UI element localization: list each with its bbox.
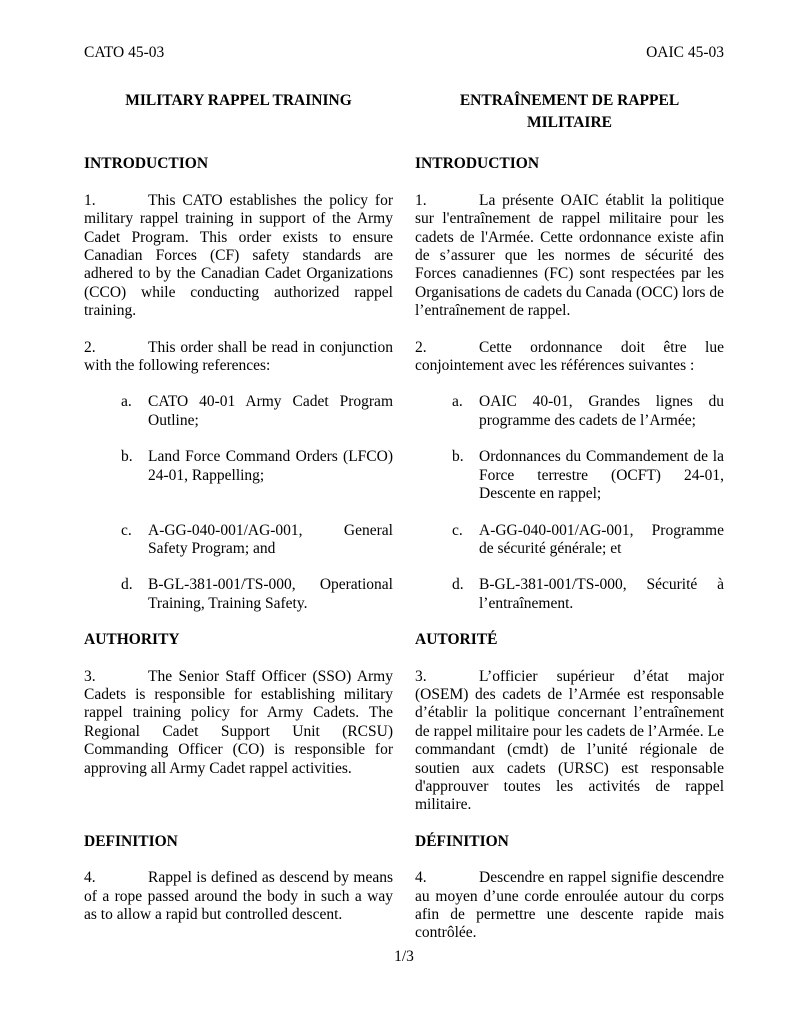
list-item-d-en xyxy=(84,576,393,613)
item-text: Land Force Command Orders (LFCO) 24-01, Rappelling; xyxy=(148,448,393,484)
para-3-fr xyxy=(415,668,724,815)
para-text: Descendre en rappel signifie descendre au moyen d’une corde enroulée autour du corps afin de permettre une descente rapide mais contrôlée. xyxy=(415,869,724,942)
doc-ref-left: CATO 45-03 xyxy=(84,44,165,61)
para-3-en xyxy=(84,668,393,815)
heading-introduction-en: INTRODUCTION xyxy=(84,155,209,173)
list-item-c-en xyxy=(84,522,393,559)
page-content xyxy=(84,44,724,943)
para-number: 3. xyxy=(84,667,96,685)
list-item-c-fr xyxy=(415,522,724,559)
item-text: A-GG-040-001/AG-001, Programme de sécurité générale; et xyxy=(479,521,724,557)
page-header xyxy=(84,44,724,62)
item-marker: d. xyxy=(452,576,464,594)
para-text: L’officier supérieur d’état major (OSEM) des cadets de l’Armée est responsable d’établir la politique concernant l’entraînement de rappel militaire pour les cadets de l’Armée. Le commandant (cmdt) de l’unité régionale de soutien aux cadets (URSC) est responsable d'approuver toutes les activités de rappel militaire. xyxy=(415,667,724,814)
item-marker: c. xyxy=(121,521,132,539)
list-item-b-en xyxy=(84,448,393,503)
list-item-d-fr xyxy=(415,576,724,613)
para-number: 4. xyxy=(415,869,427,887)
item-text: B-GL-381-001/TS-000, Operational Training, Training Safety. xyxy=(148,576,393,612)
para-1-fr xyxy=(415,192,724,321)
bilingual-columns xyxy=(84,90,724,942)
item-marker: a. xyxy=(121,393,132,411)
para-1-en xyxy=(84,192,393,321)
para-2-en xyxy=(84,339,393,376)
para-4-en xyxy=(84,869,393,943)
doc-title-fr: ENTRAÎNEMENT DE RAPPEL MILITAIRE xyxy=(459,92,680,131)
doc-title-en: MILITARY RAPPEL TRAINING xyxy=(125,92,352,110)
heading-authority-fr: AUTORITÉ xyxy=(415,631,498,649)
para-number: 2. xyxy=(415,338,427,356)
para-number: 3. xyxy=(415,667,427,685)
list-item-a-fr xyxy=(415,393,724,430)
item-marker: b. xyxy=(121,448,133,466)
item-text: OAIC 40-01, Grandes lignes du programme des cadets de l’Armée; xyxy=(479,393,724,429)
para-text: Cette ordonnance doit être lue conjointement avec les références suivantes : xyxy=(415,338,724,375)
item-text: B-GL-381-001/TS-000, Sécurité à l’entraînement. xyxy=(479,576,724,612)
doc-ref-right: OAIC 45-03 xyxy=(646,44,724,61)
heading-definition-en: DEFINITION xyxy=(84,832,178,850)
item-text: A-GG-040-001/AG-001, General Safety Program; and xyxy=(148,521,393,557)
item-marker: a. xyxy=(452,393,463,411)
heading-authority-en: AUTHORITY xyxy=(84,631,180,649)
para-number: 1. xyxy=(415,191,427,209)
para-number: 1. xyxy=(84,191,96,209)
item-text: Ordonnances du Commandement de la Force terrestre (OCFT) 24-01, Descente en rappel; xyxy=(479,448,724,503)
page-number: 1/3 xyxy=(394,948,414,965)
page-footer xyxy=(84,948,724,966)
para-text: This order shall be read in conjunction with the following references: xyxy=(84,338,393,375)
para-text: La présente OAIC établit la politique sur l'entraînement de rappel militaire pour les cadets de l'Armée. Cette ordonnance existe afin de s’assurer que les normes de sécurité des Forces canadiennes (FC) sont respectées par les Organisations de cadets du Canada (OCC) lors de l’entraînement de rappel. xyxy=(415,191,724,320)
para-4-fr xyxy=(415,869,724,943)
item-marker: c. xyxy=(452,521,463,539)
heading-introduction-fr: INTRODUCTION xyxy=(415,155,540,173)
heading-definition-fr: DÉFINITION xyxy=(415,832,509,850)
para-text: Rappel is defined as descend by means of a rope passed around the body in such a way as to allow a rapid but controlled descent. xyxy=(84,869,393,923)
para-text: This CATO establishes the policy for military rappel training in support of the Army Cadet Program. This order exists to ensure Canadian Forces (CF) safety standards are adhered to by the Canadian Cadet Organizations (CCO) while conducting authorized rappel training. xyxy=(84,191,393,320)
item-marker: d. xyxy=(121,576,133,594)
item-marker: b. xyxy=(452,448,464,466)
para-number: 4. xyxy=(84,869,96,887)
item-text: CATO 40-01 Army Cadet Program Outline; xyxy=(148,393,393,429)
list-item-b-fr xyxy=(415,448,724,503)
para-text: The Senior Staff Officer (SSO) Army Cadets is responsible for establishing military rappel training policy for Army Cadets. The Regional Cadet Support Unit (RCSU) Commanding Officer (CO) is responsible for approving all Army Cadet rappel activities. xyxy=(84,667,393,777)
list-item-a-en xyxy=(84,393,393,430)
para-number: 2. xyxy=(84,338,96,356)
para-2-fr xyxy=(415,339,724,376)
